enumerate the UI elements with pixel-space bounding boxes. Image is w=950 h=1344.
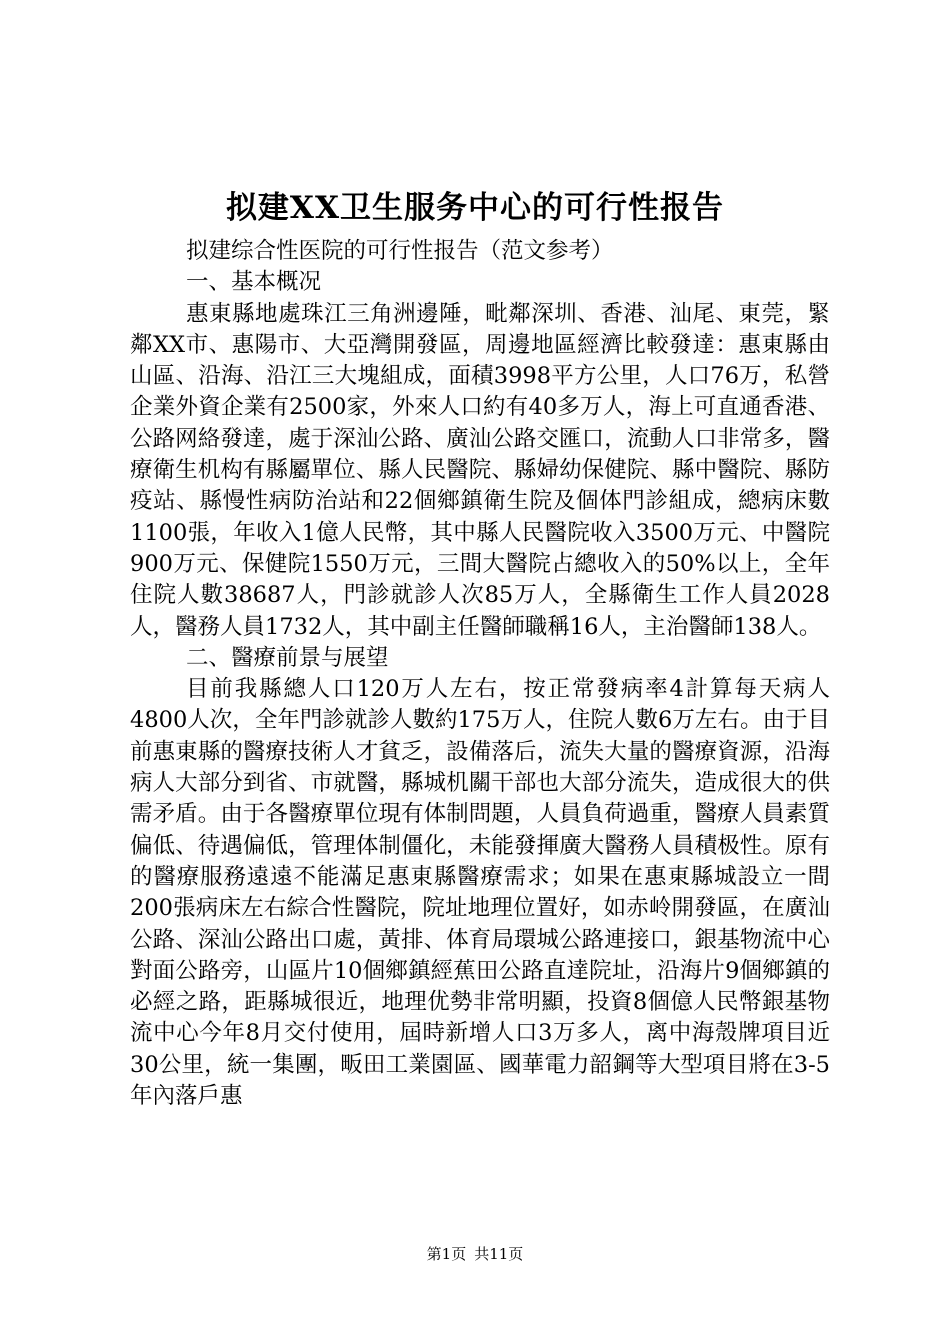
section-heading-basic-overview: 一、基本概况: [186, 269, 322, 296]
document-body: [130, 236, 830, 1112]
subtitle-paragraph: 拟建综合性医院的可行性报告（范文参考）: [186, 238, 614, 264]
page-total: 共11页: [474, 1245, 524, 1263]
body-paragraph: 目前我縣總人口120万人左右，按正常發病率4計算每天病人4800人次，全年門診就診人數約175万人，住院人數6万左右。由于目前惠東縣的醫療技術人才貧乏，設備落后，流失大量的醫療資源，沿海病人大部分到省、市就醫，縣城机關干部也大部分流失，造成很大的供需矛盾。由于各醫療單位現有体制問題，人員負荷過重，醫療人員素質偏低、待遇偏低，管理体制僵化，未能發揮廣大醫務人員積极性。原有的醫療服務遠遠不能滿足惠東縣醫療需求；如果在惠東縣城設立一間200張病床左右綜合性醫院，院址地理位置好，如赤岭開發區，在廣汕公路、深汕公路出口處，黃排、体育局環城公路連接口，銀基物流中心對面公路旁，山區片10個鄉鎮經蕉田公路直達院址，沿海片9個鄉鎮的必經之路，距縣城很近，地理优勢非常明顯，投資8個億人民幣銀基物流中心今年8月交付使用，屆時新增人口3万多人，离中海殼牌項目近30公里，統一集團，畈田工業園區、國華電力韶鋼等大型項目將在3-5年內落戶惠: [130, 676, 830, 1110]
body-paragraph: 惠東縣地處珠江三角洲邊陲，毗鄰深圳、香港、汕尾、東莞，緊鄰XX市、惠陽市、大亞灣開發區，周邊地區經濟比較發達：惠東縣由山區、沿海、沿江三大塊組成，面積3998平方公里，人口76万，私營企業外資企業有2500家，外來人口約有40多万人，海上可直通香港、公路网絡發達，處于深汕公路、廣汕公路交匯口，流動人口非常多，醫療衛生机构有縣屬單位、縣人民醫院、縣婦幼保健院、縣中醫院、縣防疫站、縣慢性病防治站和22個鄉鎮衛生院及個体門診組成，總病床數1100張，年收入1億人民幣，其中縣人民醫院收入3500万元、中醫院900万元、保健院1550万元，三間大醫院占總收入的50%以上，全年住院人數38687人，門診就診人次85万人，全縣衛生工作人員2028人，醫務人員1732人，其中副主任醫師職稱16人，主治醫師138人。: [130, 300, 830, 640]
page-footer: [0, 1244, 950, 1264]
section-heading-medical-prospects: 二、醫療前景与展望: [186, 644, 389, 671]
document-title: 拟建XX卫生服务中心的可行性报告: [225, 190, 725, 226]
page-number: 第1页: [426, 1245, 467, 1263]
